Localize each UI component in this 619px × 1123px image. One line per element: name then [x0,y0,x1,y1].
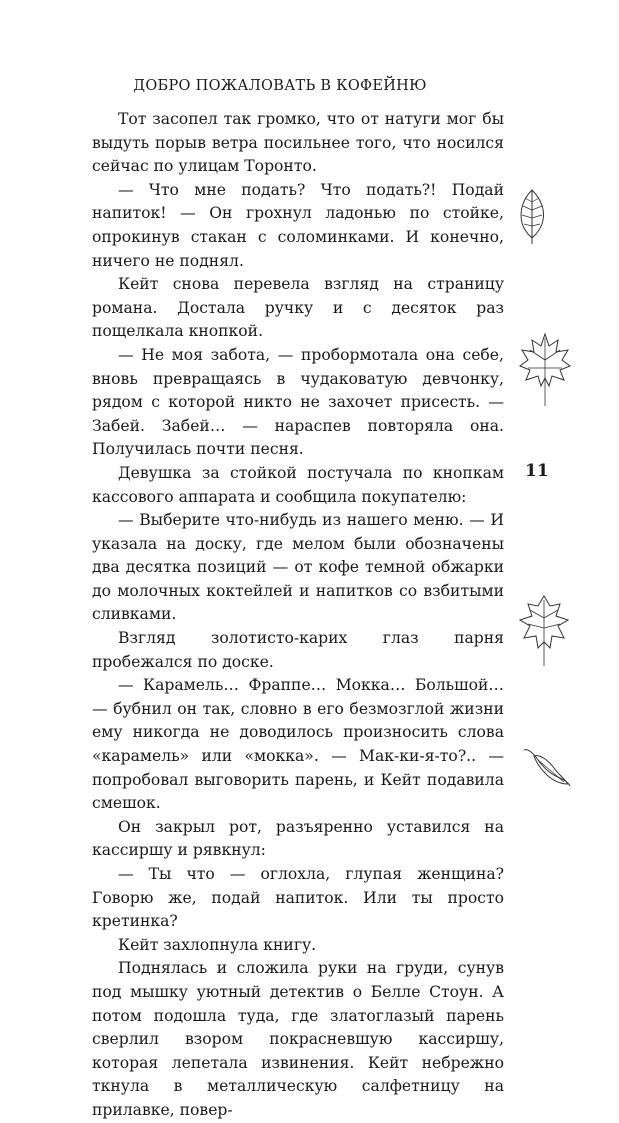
paragraph: — Выберите что-нибудь из нашего меню. — И указала на доску, где мелом были обозначены два десятка позиций — от кофе темной обжарки до молочных коктейлей и напитков со взбитыми сливками. [92,511,504,624]
body-text [92,108,504,1123]
paragraph: — Карамель… Фраппе… Мокка… Большой… — бубнил он так, словно в его безмозглой жизни ему никогда не доводилось произносить слова «карамель» или «мокка». — Мак-ки-я-то?.. — попробовал выговорить парень, и Кейт подавила смешок. [92,676,504,813]
paragraph: Поднялась и сложила руки на груди, сунув под мышку уютный детектив о Белле Стоун. А потом подошла туда, где златоглазый парень сверлил взором покрасневшую кассиршу, которая лепетала извинения. Кейт небрежно ткнула в металлическую салфетницу на прилавке, повер- [92,959,504,1119]
paragraph: Кейт снова перевела взгляд на страницу романа. Достала ручку и с десяток раз пощелкала кнопкой. [92,275,504,341]
paragraph: — Не моя забота, — пробормотала она себе, вновь превращаясь в чудаковатую девчонку, рядом с которой никто не захочет присесть. — Забей. Забей… — нараспев повторяла она. Получилась почти песня. [92,345,504,459]
birch-leaf-icon [512,186,552,246]
paragraph: — Ты что — оглохла, глупая женщина? Говорю же, подай напиток. Или ты просто кретинка? [92,865,504,931]
paragraph: Он закрыл рот, разъяренно уставился на кассиршу и рявкнул: [92,817,504,860]
maple-leaf-icon [516,330,574,410]
paragraph: Тот засопел так громко, что от натуги мог бы выдуть порыв ветра посильнее того, что носился сейчас по улицам Торонто. [92,110,504,176]
oak-leaf-icon [514,592,574,670]
curled-leaf-icon [520,744,572,792]
paragraph: Взгляд золотисто-карих глаз парня пробежался по доске. [92,629,504,671]
running-head: ДОБРО ПОЖАЛОВАТЬ В КОФЕЙНЮ [133,78,427,94]
paragraph: Кейт захлопнула книгу. [118,935,317,954]
paragraph: Девушка за стойкой постучала по кнопкам кассового аппарата и сообщила покупателю: [92,463,504,506]
page-number: 11 [525,461,549,481]
paragraph: — Что мне подать? Что подать?! Подай напиток! — Он грохнул ладонью по стойке, опрокинув стакан с соломинками. И конечно, ничего не поднял. [92,180,504,270]
